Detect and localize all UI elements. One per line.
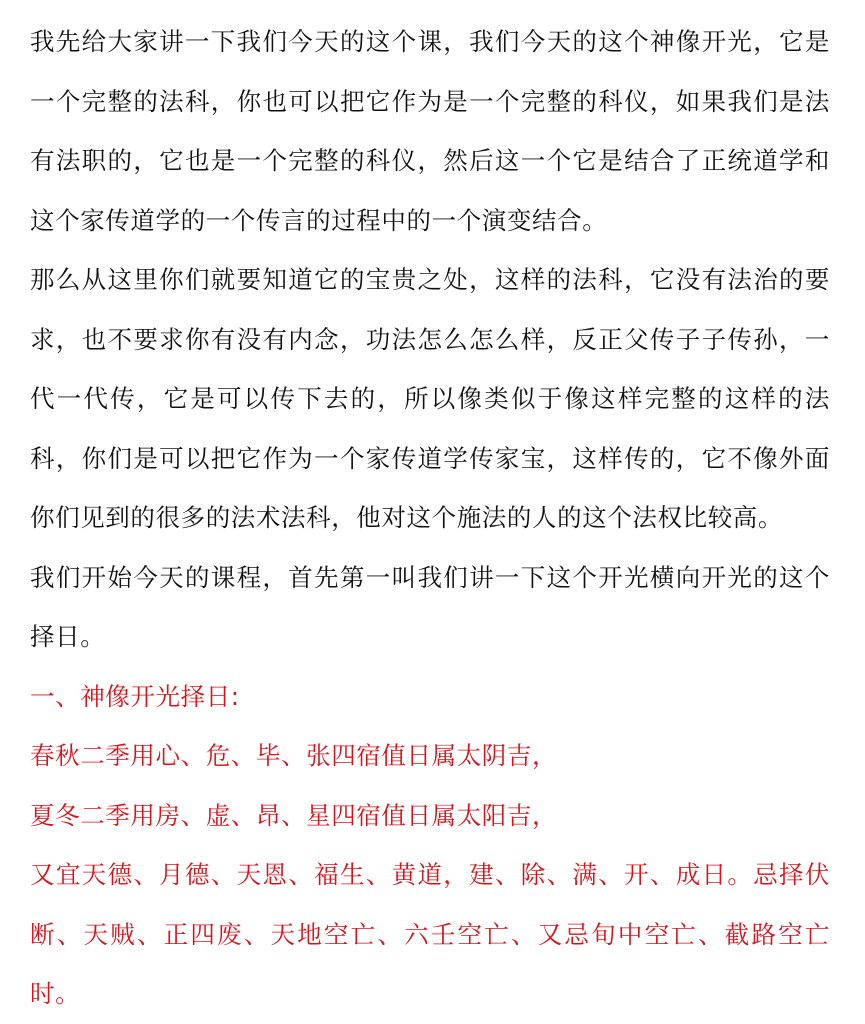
document-body xyxy=(30,12,830,1024)
rule-line-auspicious-taboo: 又宜天德、月德、天恩、福生、黄道，建、除、满、开、成日。忌择伏断、天贼、正四废、天地空亡、六壬空亡、又忌旬中空亡、截路空亡时。 xyxy=(30,860,830,1008)
paragraph-value: 那么从这里你们就要知道它的宝贵之处，这样的法科，它没有法治的要求，也不要求你有没有内念，功法怎么怎么样，反正父传子子传孙，一代一代传，它是可以传下去的，所以像类似于像这样完整的这样的法科，你们是可以把它作为一个家传道学传家宝，这样传的，它不像外面你们见到的很多的法术法科，他对这个施法的人的这个法权比较高。 xyxy=(30,265,830,532)
rule-line-spring-autumn: 春秋二季用心、危、毕、张四宿值日属太阴吉， xyxy=(30,741,558,770)
paragraph-course-start: 我们开始今天的课程，首先第一叫我们讲一下这个开光横向开光的这个择日。 xyxy=(30,562,830,651)
section-heading: 一、神像开光择日: xyxy=(30,681,240,711)
paragraph-intro: 我先给大家讲一下我们今天的这个课，我们今天的这个神像开光，它是一个完整的法科，你也可以把它作为是一个完整的科仪，如果我们是法有法职的，它也是一个完整的科仪，然后这一个它是结合了正统道学和这个家传道学的一个传言的过程中的一个演变结合。 xyxy=(30,27,830,235)
rule-line-summer-winter: 夏冬二季用房、虚、昂、星四宿值日属太阳吉， xyxy=(30,800,558,830)
